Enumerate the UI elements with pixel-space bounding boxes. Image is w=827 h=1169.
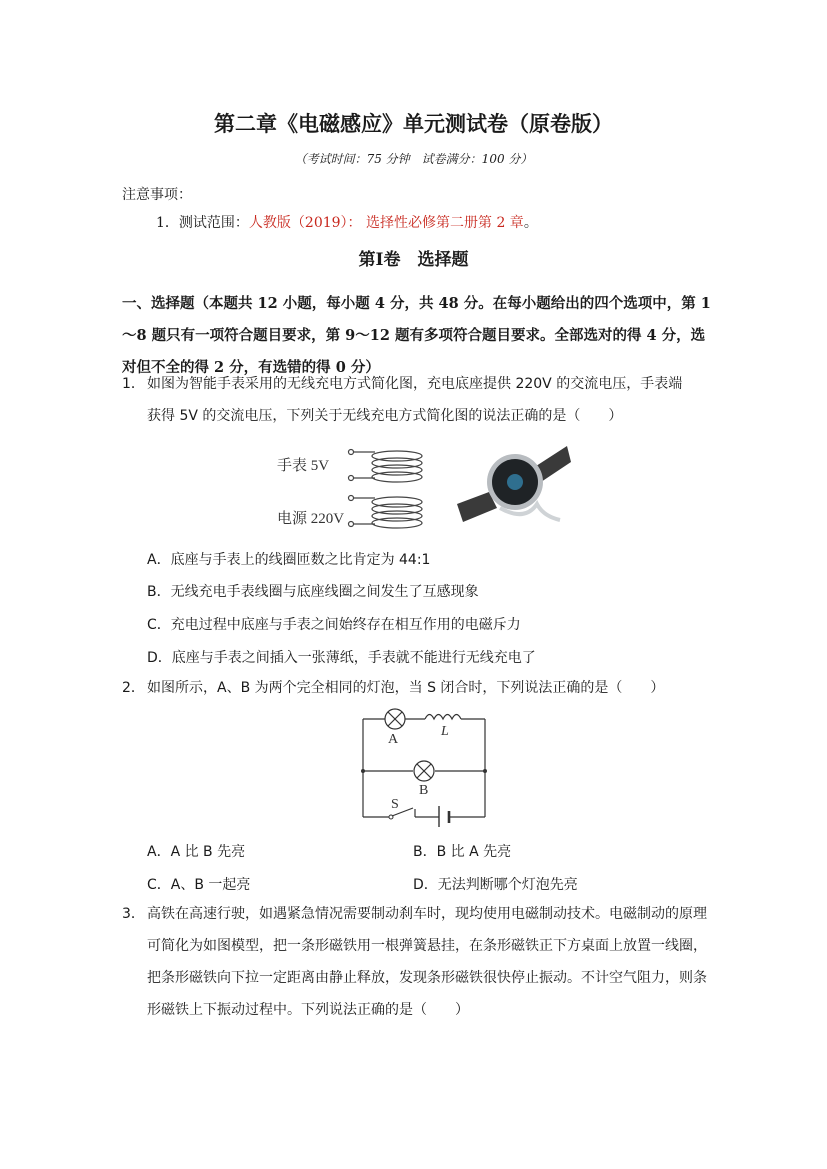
base-coil-icon <box>349 496 423 529</box>
lamp-b-icon <box>414 761 434 781</box>
figure-power-label: 电源 220V <box>277 511 345 527</box>
scope-value: 人教版（2019）： 选择性必修第二册第 2 章 <box>248 215 524 231</box>
label-s: S <box>391 797 399 812</box>
question-2-option-b[interactable]: B．B 比 A 先亮 <box>413 844 512 860</box>
label-b: B <box>419 783 429 798</box>
inductor-icon <box>425 715 461 720</box>
question-1-number: 1． <box>122 376 145 392</box>
watch-coil-icon <box>349 450 423 483</box>
document-title: 第二章《电磁感应》单元测试卷（原卷版） <box>214 111 613 136</box>
section-intro: 一、选择题（本题共 12 小题，每小题 4 分，共 48 分。在每小题给出的四个选项中，第 1～8 题只有一项符合题目要求，第 9～12 题有多项符合题目要求。全部选对的得 4 分，选对但不全的得 2 分，有选错的得 0 分） <box>122 295 711 376</box>
question-1-option-c[interactable]: C．充电过程中底座与手表之间始终存在相互作用的电磁斥力 <box>147 617 521 633</box>
smartwatch-icon <box>457 446 571 522</box>
question-2-number: 2． <box>122 680 145 696</box>
wireless-charging-figure <box>275 438 575 530</box>
question-1-line2: 获得 5V 的交流电压，下列关于无线充电方式简化图的说法正确的是（ ） <box>147 408 623 424</box>
question-2-line1: 如图所示，A、B 为两个完全相同的灯泡，当 S 闭合时，下列说法正确的是（ ） <box>147 680 665 696</box>
question-1-option-d[interactable]: D．底座与手表之间插入一张薄纸，手表就不能进行无线充电了 <box>147 650 536 666</box>
scope-suffix: 。 <box>523 215 538 231</box>
question-2-option-a[interactable]: A．A 比 B 先亮 <box>147 844 246 860</box>
label-a: A <box>388 732 399 747</box>
battery-icon <box>439 806 449 827</box>
question-3-text: 高铁在高速行驶，如遇紧急情况需要制动刹车时，现均使用电磁制动技术。电磁制动的原理可简化为如图模型，把一条形磁铁用一根弹簧悬挂，在条形磁铁正下方桌面上放置一线圈，把条形磁铁向下拉一定距离由静止释放，发现条形磁铁很快停止振动。不计空气阻力，则条形磁铁上下振动过程中。下列说法正确的是（ ） <box>147 906 707 1018</box>
question-2-option-c[interactable]: C．A、B 一起亮 <box>147 877 251 893</box>
lamp-a-icon <box>385 709 405 729</box>
notes-scope <box>156 212 538 232</box>
notes-heading: 注意事项： <box>122 187 192 203</box>
label-l: L <box>441 724 449 739</box>
question-3-number: 3． <box>122 906 145 922</box>
question-2-option-d[interactable]: D．无法判断哪个灯泡先亮 <box>413 877 578 893</box>
exam-info: （考试时间：75 分钟 试卷满分：100 分） <box>294 152 533 166</box>
question-1-line1: 如图为智能手表采用的无线充电方式简化图，充电底座提供 220V 的交流电压，手表端 <box>147 376 683 392</box>
question-1-option-b[interactable]: B．无线充电手表线圈与底座线圈之间发生了互感现象 <box>147 584 479 600</box>
circuit-diagram <box>355 705 495 827</box>
scope-prefix: 1．测试范围： <box>156 215 249 231</box>
figure-watch-label: 手表 5V <box>277 458 330 474</box>
part-title: 第Ⅰ卷 选择题 <box>358 250 469 270</box>
question-1-option-a[interactable]: A．底座与手表上的线圈匝数之比肯定为 44:1 <box>147 552 431 568</box>
